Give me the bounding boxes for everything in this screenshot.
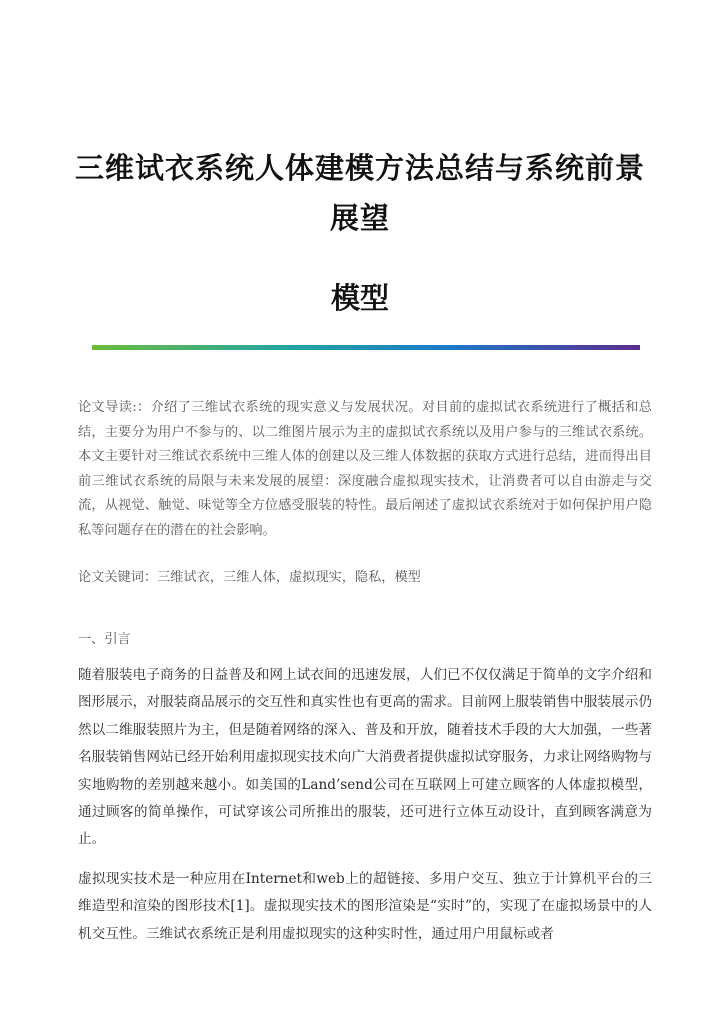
abstract-block bbox=[78, 396, 652, 544]
body-paragraph-2: 虚拟现实技术是一种应用在Internet和web上的超链接、多用户交互、独立于计算机平台的三维造型和渲染的图形技术[1]。虚拟现实技术的图形渲染是“实时”的，实现了在虚拟场景中的人机交互性。三维试衣系统正是利用虚拟现实的这种实时性，通过用户用鼠标或者 bbox=[78, 871, 652, 942]
document-subtitle: 模型 bbox=[330, 281, 389, 315]
document-title-line1: 三维试衣系统人体建模方法总结与系统前景 bbox=[74, 151, 645, 185]
title-divider bbox=[92, 345, 640, 350]
document-title-line2: 展望 bbox=[329, 201, 390, 235]
keywords-line: 论文关键词：三维试衣，三维人体，虚拟现实，隐私，模型 bbox=[78, 570, 421, 585]
section-heading-introduction: 一、引言 bbox=[78, 632, 131, 647]
body-paragraph-1: 随着服装电子商务的日益普及和网上试衣间的迅速发展，人们已不仅仅满足于简单的文字介绍和图形展示，对服装商品展示的交互性和真实性也有更高的需求。目前网上服装销售中服装展示仍然以二维服装照片为主，但是随着网络的深入、普及和开放，随着技术手段的大大加强，一些著名服装销售网站已经开始利用虚拟现实技术向广大消费者提供虚拟试穿服务，力求让网络购物与实地购物的差别越来越小。如美国的Land’send公司在互联网上可建立顾客的人体虚拟模型，通过顾客的简单操作，可试穿该公司所推出的服装，还可进行立体互动设计，直到顾客满意为止。 bbox=[78, 667, 652, 848]
abstract-text: 论文导读:：介绍了三维试衣系统的现实意义与发展状况。对目前的虚拟试衣系统进行了概括和总结，主要分为用户不参与的、以二维图片展示为主的虚拟试衣系统以及用户参与的三维试衣系统。本文主要针对三维试衣系统中三维人体的创建以及三维人体数据的获取方式进行总结，进而得出目前三维试衣系统的局限与未来发展的展望：深度融合虚拟现实技术，让消费者可以自由游走与交流，从视觉、触觉、味觉等全方位感受服装的特性。最后阐述了虚拟试衣系统对于如何保护用户隐私等问题存在的潜在的社会影响。 bbox=[78, 400, 652, 538]
